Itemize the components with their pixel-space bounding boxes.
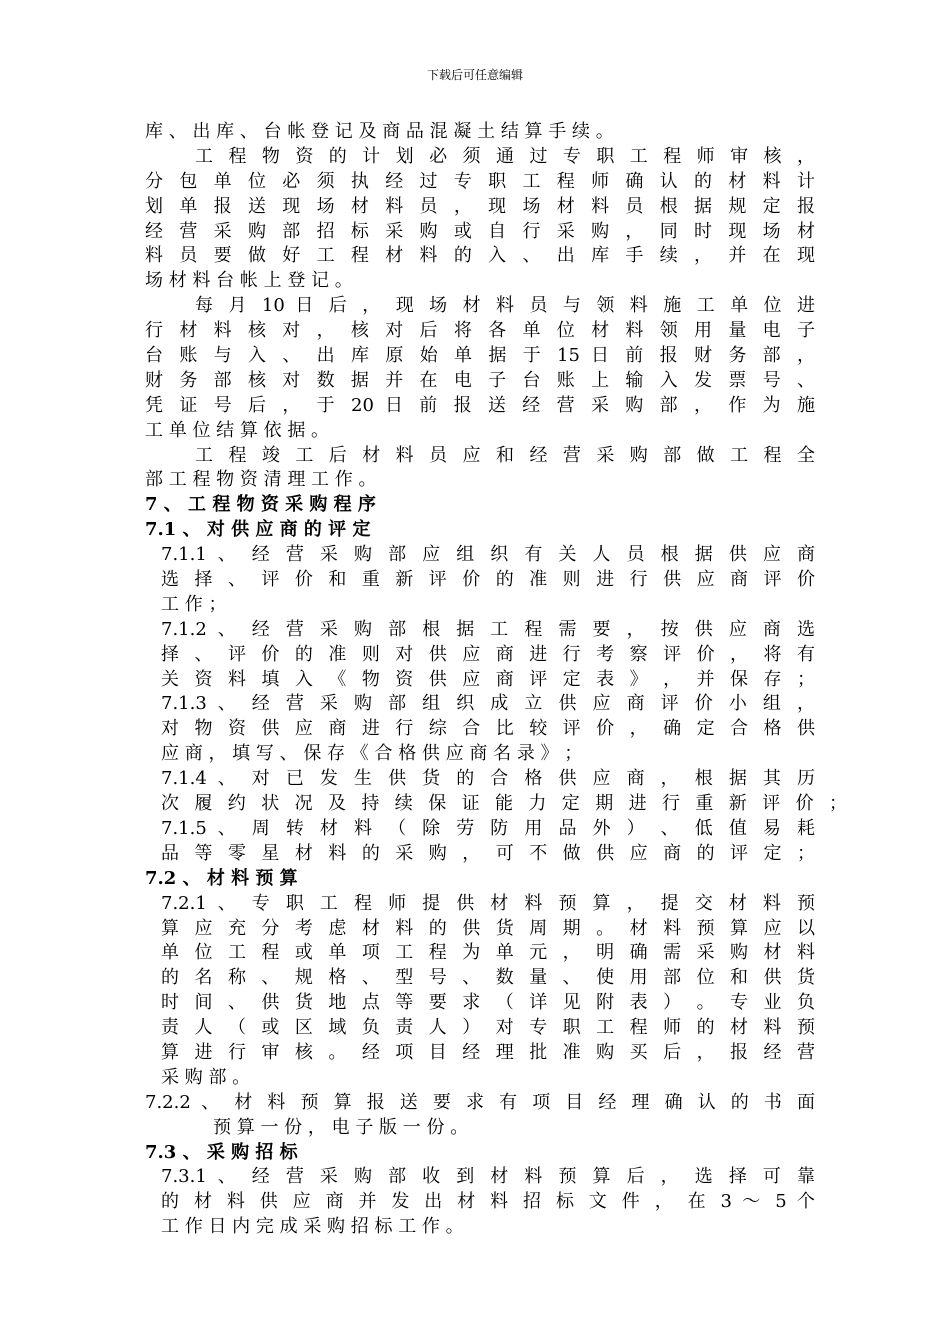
text-line: 7.1.5 、 周 转 材 料 （ 除 劳 防 用 品 外 ） 、 低 值 易 耗 — [161, 817, 815, 839]
subsection-heading: 7.3 、 采 购 招 标 — [145, 1141, 298, 1163]
text-line: 对 物 资 供 应 商 进 行 综 合 比 较 评 价 ， 确 定 合 格 供 — [161, 718, 815, 740]
text-line: 7.1.4 、 对 已 发 生 供 货 的 合 格 供 应 商 ， 根 据 其 历 — [161, 768, 815, 790]
text-line: 工 程 物 资 的 计 划 必 须 通 过 专 职 工 程 师 审 核 ， — [195, 145, 815, 167]
text-line: 场 材 料 台 帐 上 登 记 。 — [145, 270, 353, 292]
text-line: 选 择 、 评 价 和 重 新 评 价 的 准 则 进 行 供 应 商 评 价 — [161, 569, 815, 591]
text-line: 单 位 工 程 或 单 项 工 程 为 单 元 ， 明 确 需 采 购 材 料 — [161, 942, 815, 964]
text-line: 预 算 一 份 ， 电 子 版 一 份 。 — [213, 1116, 469, 1138]
page-header: 下载后可任意编辑 — [426, 68, 523, 82]
text-line: 采 购 部 。 — [161, 1066, 251, 1088]
section-heading: 7 、 工 程 物 资 采 购 程 序 — [145, 494, 376, 516]
text-line: 行 材 料 核 对 ， 核 对 后 将 各 单 位 材 料 领 用 量 电 子 — [145, 320, 815, 342]
text-line: 料 员 要 做 好 工 程 材 料 的 入 、 出 库 手 续 ， 并 在 现 — [145, 245, 815, 267]
text-line: 的 材 料 供 应 商 并 发 出 材 料 招 标 文 件 ， 在 3 ～ 5 个 — [161, 1191, 815, 1213]
text-line: 7.1.3 、 经 营 采 购 部 组 织 成 立 供 应 商 评 价 小 组 ， — [161, 693, 815, 715]
text-line: 7.1.1 、 经 营 采 购 部 应 组 织 有 关 人 员 根 据 供 应 商 — [161, 544, 815, 566]
text-line: 7.2.2 、 材 料 预 算 报 送 要 求 有 项 目 经 理 确 认 的 书 面 — [145, 1091, 815, 1113]
text-line: 工 单 位 结 算 依 据 。 — [145, 419, 330, 441]
text-line: 7.2.1 、 专 职 工 程 师 提 供 材 料 预 算 ， 提 交 材 料 预 — [161, 892, 815, 914]
text-line: 划 单 报 送 现 场 材 料 员 ， 现 场 材 料 员 根 据 规 定 报 — [145, 195, 815, 217]
text-line: 台 账 与 入 、 出 库 原 始 单 据 于 15 日 前 报 财 务 部 ， — [145, 345, 815, 367]
subsection-heading: 7.2 、 材 料 预 算 — [145, 867, 298, 889]
text-line: 凭 证 号 后 ， 于 20 日 前 报 送 经 营 采 购 部 ， 作 为 施 — [145, 394, 815, 416]
text-line: 应 商 ， 填 写 、 保 存 《 合 格 供 应 商 名 录 》 ； — [161, 743, 583, 765]
text-line: 的 名 称 、 规 格 、 型 号 、 数 量 、 使 用 部 位 和 供 货 — [161, 967, 815, 989]
text-line: 7.1.2 、 经 营 采 购 部 根 据 工 程 需 要 ， 按 供 应 商 选 — [161, 618, 815, 640]
text-line: 部 工 程 物 资 清 理 工 作 。 — [145, 469, 377, 491]
text-line: 工 作 ； — [161, 593, 227, 615]
text-line: 工 程 竣 工 后 材 料 员 应 和 经 营 采 购 部 做 工 程 全 — [195, 444, 815, 466]
text-line: 7.3.1 、 经 营 采 购 部 收 到 材 料 预 算 后 ， 选 择 可 靠 — [161, 1166, 815, 1188]
text-line: 品 等 零 星 材 料 的 采 购 ， 可 不 做 供 应 商 的 评 定 ； — [161, 842, 815, 864]
subsection-heading: 7.1 、 对 供 应 商 的 评 定 — [145, 519, 371, 541]
text-line: 责 人 （ 或 区 域 负 责 人 ） 对 专 职 工 程 师 的 材 料 预 — [161, 1017, 815, 1039]
text-line: 次 履 约 状 况 及 持 续 保 证 能 力 定 期 进 行 重 新 评 价 ； — [161, 793, 847, 815]
text-line: 算 应 充 分 考 虑 材 料 的 供 货 周 期 。 材 料 预 算 应 以 — [161, 917, 815, 939]
text-line: 关 资 料 填 入 《 物 资 供 应 商 评 定 表 》 ， 并 保 存 ； — [161, 668, 815, 690]
text-line: 择 、 评 价 的 准 则 对 供 应 商 进 行 考 察 评 价 ， 将 有 — [161, 643, 815, 665]
text-line: 工 作 日 内 完 成 采 购 招 标 工 作 。 — [161, 1216, 464, 1238]
text-line: 算 进 行 审 核 。 经 项 目 经 理 批 准 购 买 后 ， 报 经 营 — [161, 1041, 815, 1063]
document-body — [145, 120, 847, 1240]
text-line: 财 务 部 核 对 数 据 并 在 电 子 台 账 上 输 入 发 票 号 、 — [145, 369, 815, 391]
text-line: 经 营 采 购 部 招 标 采 购 或 自 行 采 购 ， 同 时 现 场 材 — [145, 220, 815, 242]
text-line: 库 、 出 库 、 台 帐 登 记 及 商 品 混 凝 土 结 算 手 续 。 — [145, 121, 614, 142]
text-line: 时 间 、 供 货 地 点 等 要 求 （ 详 见 附 表 ） 。 专 业 负 — [161, 992, 815, 1014]
text-line: 分 包 单 位 必 须 执 经 过 专 职 工 程 师 确 认 的 材 料 计 — [145, 170, 815, 192]
text-line: 每 月 10 日 后 ， 现 场 材 料 员 与 领 料 施 工 单 位 进 — [195, 295, 815, 317]
